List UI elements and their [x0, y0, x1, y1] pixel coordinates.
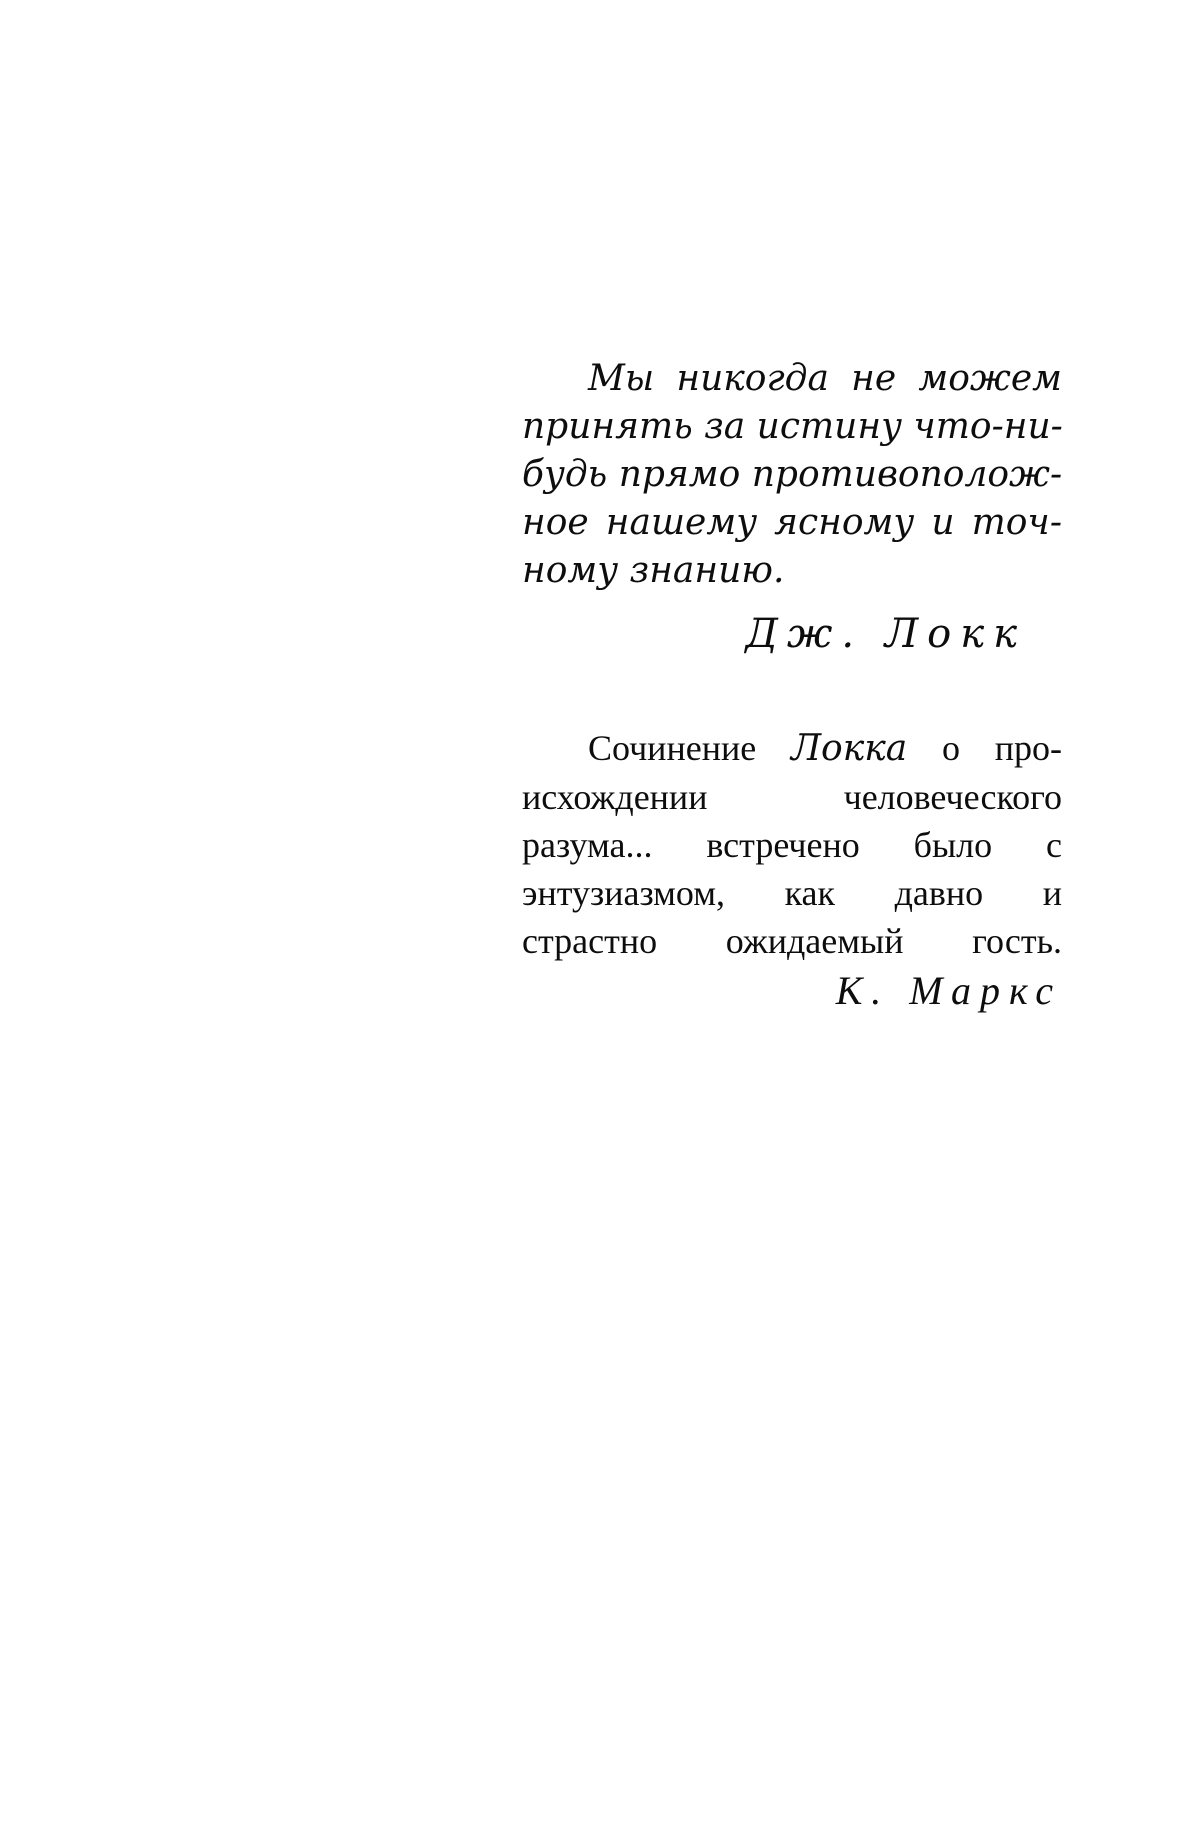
quote-line: ное нашему ясному и точ- — [522, 502, 1062, 543]
quote-text: о про- — [907, 728, 1062, 768]
quote-line: ному знанию. — [522, 550, 785, 591]
epigraph-locke — [522, 355, 1062, 657]
quote-line: будь прямо противополож- — [522, 454, 1063, 495]
emphasized-name: Локка — [790, 728, 908, 769]
quote-author: Дж. Локк — [745, 611, 1026, 657]
quote-author: К. Маркс — [835, 968, 1062, 1013]
quote-line: разума... встречено было с — [522, 825, 1062, 865]
quote-line: исхождении человеческого — [522, 777, 1062, 817]
quote-line — [522, 724, 1062, 773]
quote-line: Мы никогда не можем — [588, 358, 1062, 399]
quote-text: Сочинение — [588, 728, 791, 768]
quote-line: страстно ожидаемый гость. — [522, 921, 1062, 961]
quote-line: принять за истину что-ни- — [522, 406, 1063, 447]
epigraph-marx — [522, 724, 1062, 1014]
quote-line: энтузиазмом, как давно и — [522, 873, 1062, 913]
